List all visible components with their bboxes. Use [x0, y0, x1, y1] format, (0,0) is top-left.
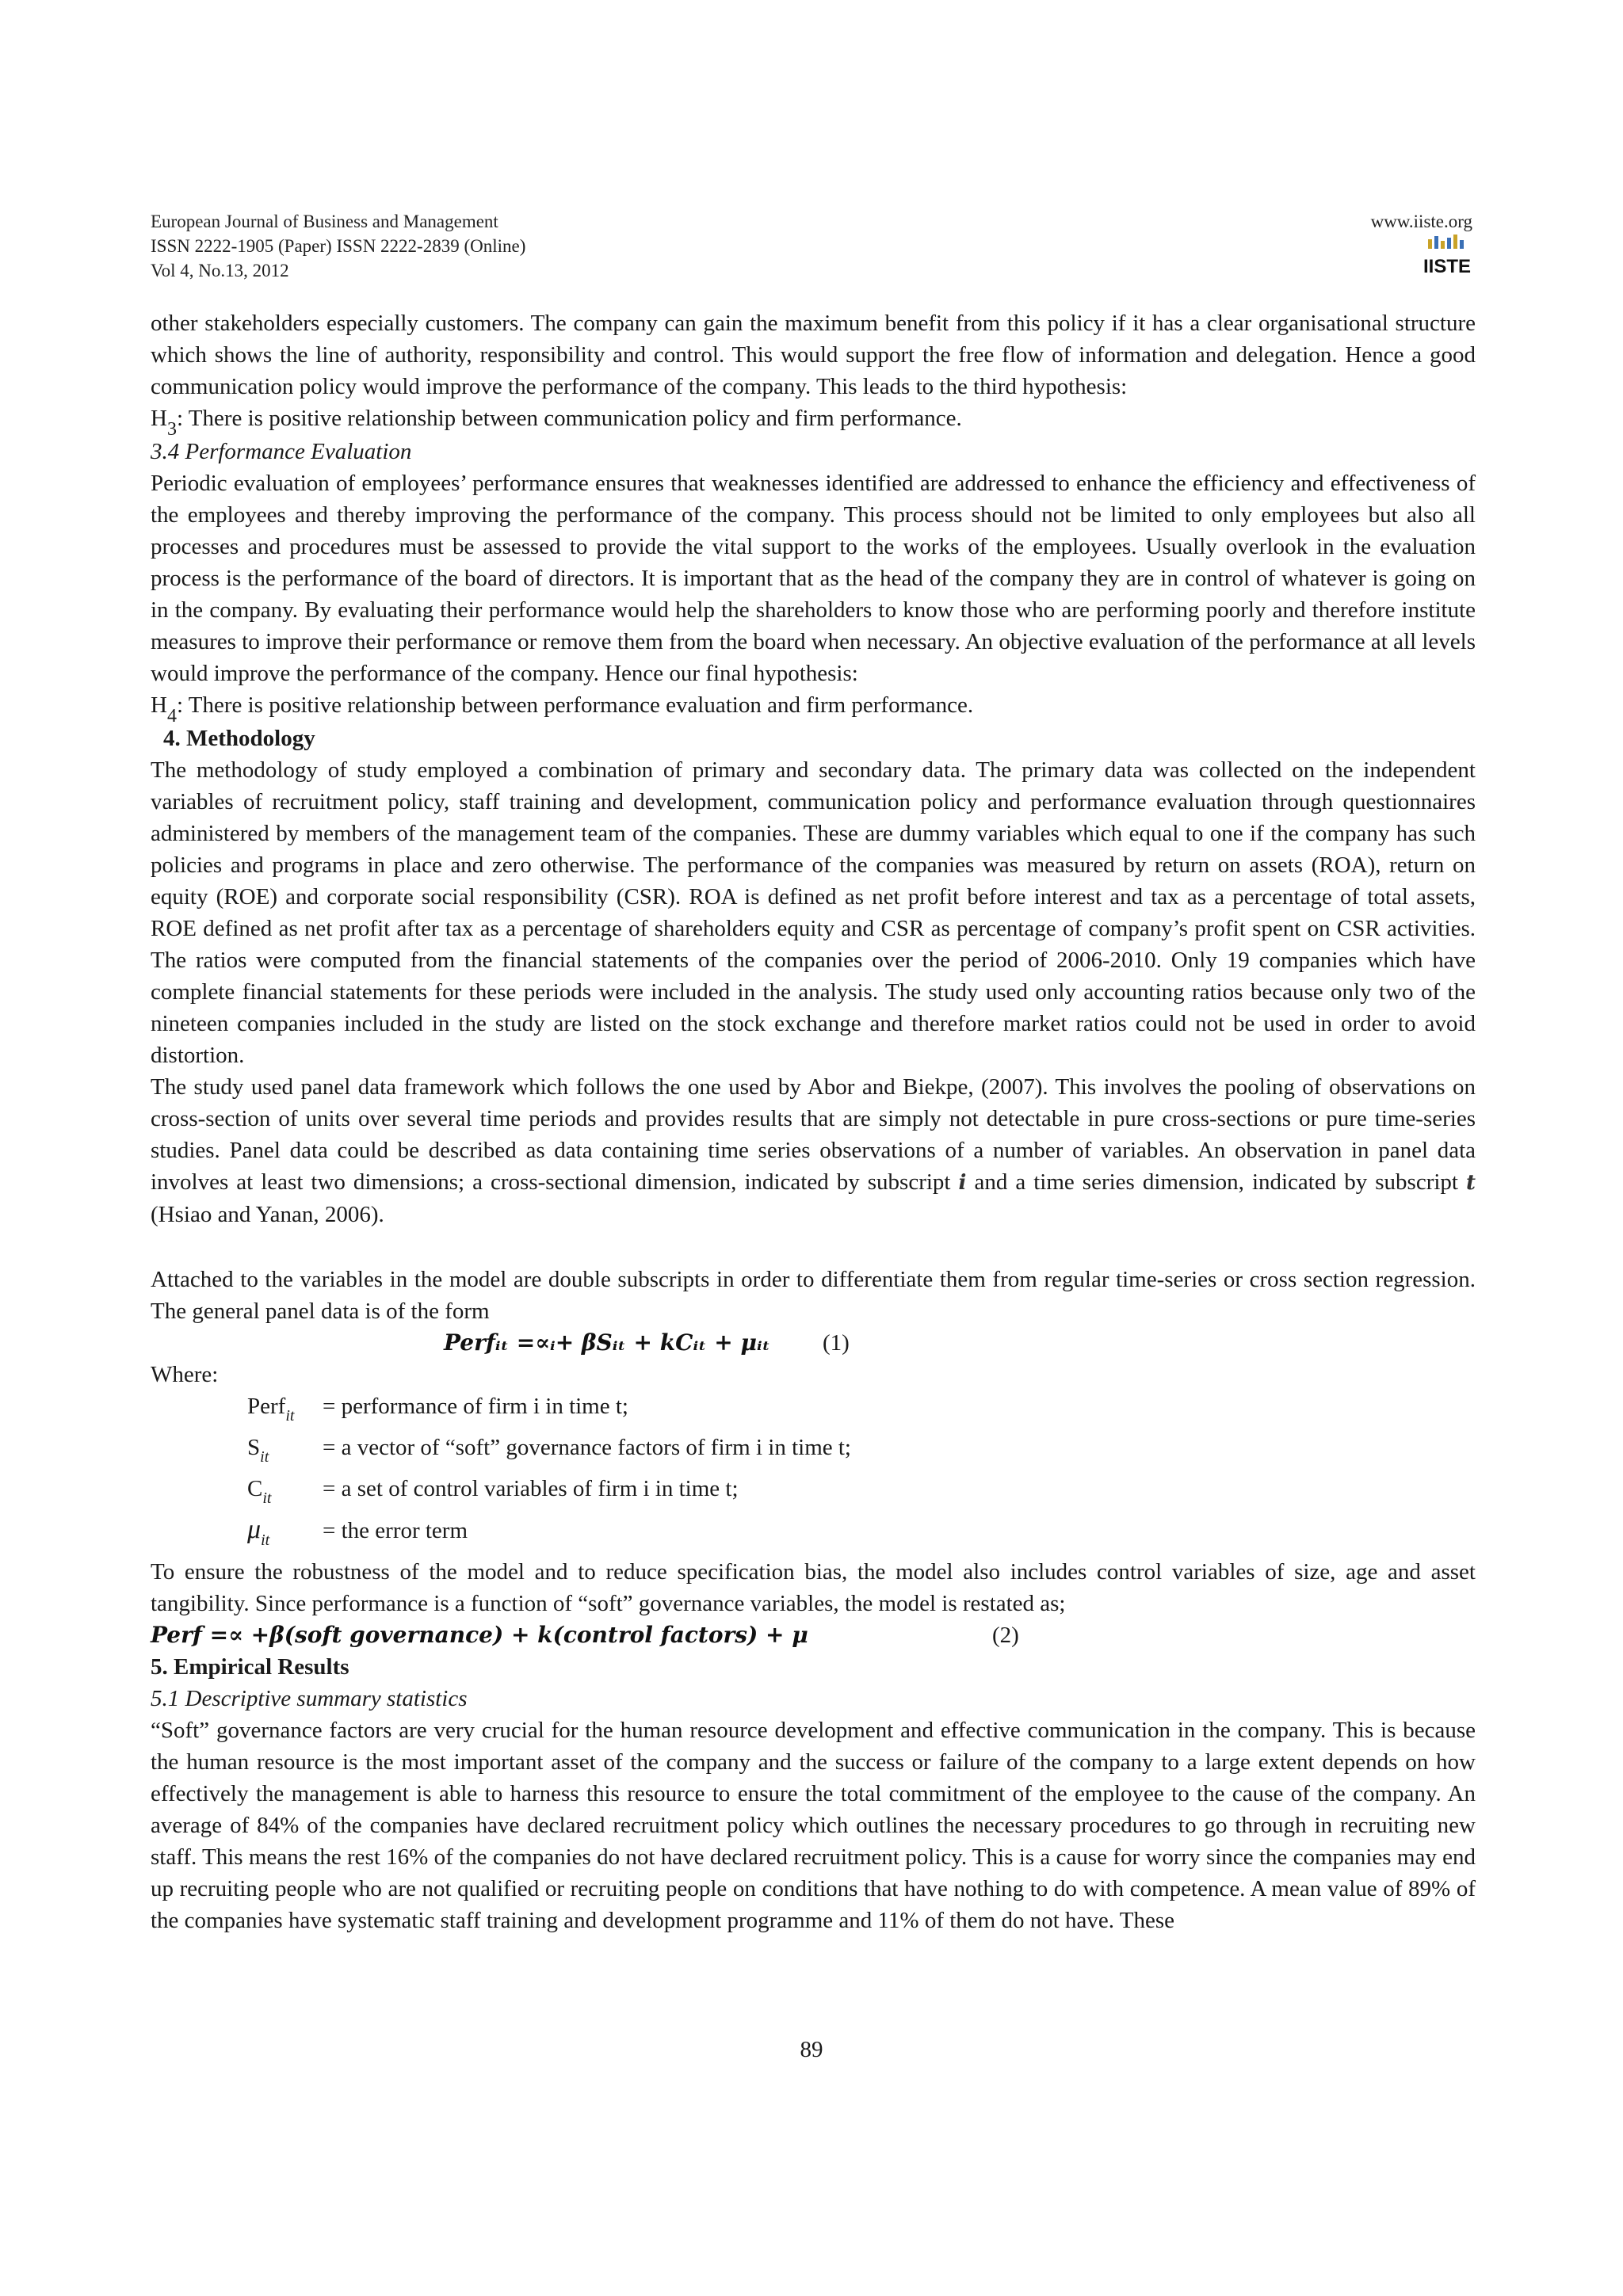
journal-info [151, 209, 1472, 283]
journal-volume: Vol 4, No.13, 2012 [151, 261, 289, 280]
page-number: 89 [800, 2037, 823, 2062]
hypothesis-4: $H_4$: There is positive relationship between performance evaluation and firm performance. [151, 692, 974, 727]
section-heading-5: 5. Empirical Results [151, 1654, 349, 1680]
equation-2-math: Perf =∝ +β(soft governance) + k(control factors) + μ [151, 1622, 808, 1648]
section-heading-4: 4. Methodology [163, 726, 315, 751]
article-body [151, 307, 1476, 1936]
paragraph: Periodic evaluation of employees’ performance ensures that weaknesses identified are addressed to enhance the efficiency and effectiveness of the employees and thereby improving the performance of the company. This process should not be limited to only employees but also all processes and procedures must be assessed to provide the vital support to the works of the employees. Usually overlook in the evaluation process is the performance of the board of directors. It is important that as the head of the company they are in control of whatever is going on in the company. By evaluating their performance would help the shareholders to know those who are performing poorly and therefore institute measures to improve their performance or remove them from the board when necessary. An objective evaluation of the performance at all levels would improve the performance of the company. Hence our final hypothesis: [151, 471, 1476, 686]
definition-perf: Perf$_{it}$ = performance of firm i in time t; [247, 1394, 628, 1425]
equation-1-math: Perfᵢₜ =∝ᵢ+ βSᵢₜ + kCᵢₜ + μᵢₜ [444, 1329, 771, 1356]
equation-2 [151, 1619, 1476, 1651]
logo-text: IISTE [1423, 256, 1472, 277]
page-header [151, 209, 1472, 283]
section-heading-3-4: 3.4 Performance Evaluation [151, 439, 412, 464]
paragraph: The methodology of study employed a combination of primary and secondary data. The primary data was collected on the independent variables of recruitment policy, staff training and development, communication policy and performance evaluation through questionnaires administered by members of the management team of the companies. These are dummy variables which equal to one if the company has such policies and programs in place and zero otherwise. The performance of the companies was measured by return on assets (ROA), return on equity (ROE) and corporate social responsibility (CSR). ROA is defined as net profit before interest and tax as a percentage of total assets, ROE defined as net profit after tax as a percentage of shareholders equity and CSR as percentage of company’s profit spent on CSR activities. The ratios were computed from the financial statements of the companies over the period of 2006-2010. Only 19 companies which have complete financial statements for these periods were included in the analysis. The study used only accounting ratios because only two of the nineteen companies included in the study are listed on the stock exchange and therefore market ratios could not be used in order to avoid distortion. [151, 757, 1476, 1068]
definition-s: $S_{it} = a$ vector of “soft” governance factors of firm i in time t; [247, 1435, 851, 1466]
paragraph: Attached to the variables in the model are double subscripts in order to differentiate them from regular time-series or cross section regression. The general panel data is of the form [151, 1267, 1476, 1324]
subscript-t: t [1466, 1171, 1476, 1195]
paragraph: “Soft” governance factors are very crucial for the human resource development and effective communication in the company. This is because the human resource is the most important asset of the company and the success or failure of the company to a large extent depends on how effectively the management is able to harness this resource to ensure the total commitment of the employee to the cause of the company. An average of 84% of the companies have declared recruitment policy which outlines the necessary procedures to go through in recruiting new staff. This means the rest 16% of the companies do not have declared recruitment policy. This is a cause for worry since the companies may end up recruiting people who are not qualified or recruiting people on conditions that have nothing to do with competence. A mean value of 89% of the companies have systematic staff training and development programme and 11% of them do not have. These [151, 1718, 1476, 1933]
journal-issn: ISSN 2222-1905 (Paper) ISSN 2222-2839 (Online) [151, 236, 526, 256]
hypothesis-3: $H_3$: There is positive relationship between communication policy and firm performance. [151, 406, 962, 440]
equation-1-number: (1) [823, 1330, 850, 1356]
equation-2-number: (2) [992, 1623, 1019, 1648]
subscript-i: i [958, 1171, 967, 1195]
paragraph: To ensure the robustness of the model and to reduce specification bias, the model also includes control variables of size, age and asset tangibility. Since performance is a function of “soft” governance variables, the model is restated as; [151, 1559, 1476, 1616]
where-label: Where: [151, 1362, 219, 1387]
equation-1 [151, 1327, 1476, 1359]
iiste-logo-icon [1422, 233, 1472, 277]
paragraph: The study used panel data framework which follows the one used by Abor and Biekpe, (2007). This involves the pooling of observations on cross-section of units over several time periods and provides results that are simply not detectable in pure cross-sections or pure time-series studies. Panel data could be described as data containing time series observations of a number of variables. An observation in panel data involves at least two dimensions; a cross-sectional dimension, indicated by subscript i and a time series dimension, indicated by subscript t (Hsiao and Yanan, 2006). [151, 1074, 1476, 1227]
section-heading-5-1: 5.1 Descriptive summary statistics [151, 1686, 468, 1711]
definition-mu: $\mu_{it}$ = the error term [247, 1515, 468, 1549]
website-link[interactable]: www.iiste.org [1370, 212, 1472, 231]
journal-title: European Journal of Business and Management [151, 212, 498, 231]
definition-c: $C_{it} = a$ set of control variables of firm i in time t; [247, 1476, 739, 1507]
paragraph: other stakeholders especially customers. The company can gain the maximum benefit from this policy if it has a clear organisational structure which shows the line of authority, responsibility and control. This would support the free flow of information and delegation. Hence a good communication policy would improve the performance of the company. This leads to the third hypothesis: [151, 311, 1476, 399]
